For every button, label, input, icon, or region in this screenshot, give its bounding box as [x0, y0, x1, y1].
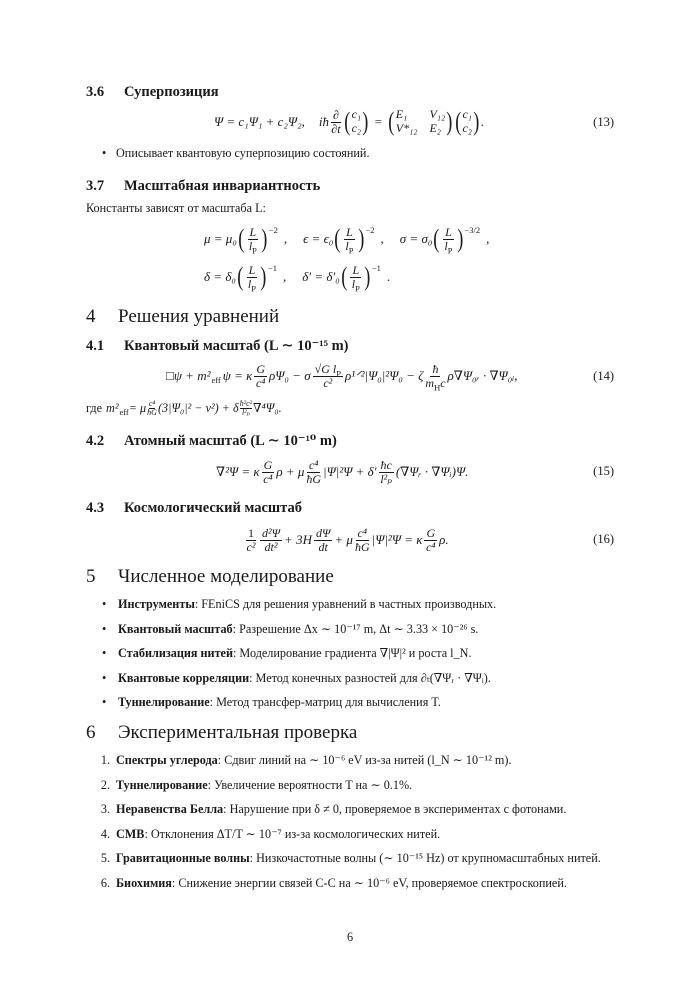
- frac-den-sub: H: [434, 381, 441, 392]
- frac-num: L: [346, 224, 353, 239]
- frac-den: ħG: [147, 407, 157, 417]
- bullet-item: [102, 146, 370, 161]
- frac-num: c⁴: [308, 457, 319, 472]
- scaling-term: [302, 262, 391, 293]
- paren: ): [457, 224, 464, 253]
- scaling-term: [303, 224, 384, 255]
- frac-den: [444, 240, 452, 253]
- frac-num-sub: P: [336, 368, 341, 379]
- frac-num: L: [248, 262, 256, 277]
- den-l: l: [248, 238, 253, 253]
- where-clause: [86, 396, 282, 420]
- eq-term: (∇Ψᵣ · ∇Ψᵢ)Ψ.: [395, 464, 469, 479]
- equals-sign: =: [374, 114, 383, 129]
- subscript-block: [211, 368, 220, 385]
- term-lhs: μ = μ₀: [204, 231, 237, 246]
- fraction: [254, 363, 267, 389]
- vec-entry: c₂: [351, 121, 362, 135]
- paren: (: [455, 107, 462, 136]
- subsection-heading-4-2: [86, 432, 337, 450]
- section-number: 5: [86, 566, 96, 587]
- paren: ): [446, 107, 453, 136]
- paren: (: [238, 224, 245, 253]
- paren: ): [260, 262, 267, 291]
- frac-num-text: √G l: [314, 361, 337, 376]
- fraction: [262, 459, 275, 485]
- eq-term: + μ: [334, 532, 353, 547]
- frac-den-c: c: [440, 375, 446, 390]
- scaling-term: [399, 224, 490, 255]
- item-label: Квантовые корреляции: [118, 670, 250, 685]
- eq-term: ∇²Ψ = κ: [216, 464, 260, 479]
- scaling-term: [204, 262, 287, 293]
- paren: ): [358, 224, 365, 253]
- subsection-number: 4.2: [86, 433, 105, 449]
- section-heading-4: [86, 306, 279, 328]
- l-over-lp: [248, 224, 259, 255]
- separator: ,: [486, 231, 490, 246]
- item-text: : Сдвиг линий на ∼ 10⁻⁶ eV из-за нитей (l_N ∼ 10⁻¹² m).: [217, 753, 512, 767]
- matrix-entry: V₁₂: [429, 107, 446, 122]
- item-number: 2.: [100, 777, 110, 792]
- frac-num: L: [352, 262, 360, 277]
- separator: .: [386, 269, 391, 284]
- eq-term: ρ¹ᐟ²|Ψ₀|²Ψ₀ − ζ: [344, 368, 424, 383]
- partial-fraction: [331, 109, 341, 135]
- list-item: [102, 645, 472, 661]
- frac-num: L: [445, 224, 452, 239]
- subsection-number: 3.7: [86, 178, 105, 194]
- section-title: Численное моделирование: [118, 566, 334, 587]
- subscript-eff: eff: [119, 407, 129, 417]
- frac-den: ħG: [306, 471, 322, 486]
- frac-num: 1: [248, 525, 254, 540]
- frac-den: c²: [323, 375, 333, 390]
- scaling-row: [204, 262, 406, 293]
- hamiltonian-matrix: [396, 108, 445, 136]
- vec-entry: c₁: [462, 107, 472, 122]
- subsection-number: 4.1: [86, 338, 105, 354]
- item-text: : Метод конечных разностей для ∂ₜ(∇Ψᵣ · ∇Ψᵢ).: [249, 670, 491, 685]
- equation-number: (14): [593, 369, 614, 383]
- frac-den: c²: [246, 539, 256, 554]
- exponent: −1: [371, 262, 381, 273]
- section-number: 6: [86, 722, 96, 743]
- subsection-heading-4-1: [86, 337, 349, 355]
- item-number: 1.: [100, 753, 110, 767]
- den-sub: P: [251, 282, 256, 293]
- subsection-number: 4.3: [86, 500, 105, 516]
- frac-den: dt²: [264, 539, 278, 554]
- item-text: : Отклонения ΔT/T ∼ 10⁻⁷ из-за космологических нитей.: [144, 826, 441, 841]
- section-heading-6: [86, 722, 357, 744]
- paren: (: [334, 224, 341, 253]
- fraction: [246, 527, 256, 553]
- den-l: l: [444, 238, 448, 253]
- item-label: Квантовый масштаб: [118, 621, 233, 636]
- frac-den: [345, 240, 353, 253]
- eq-term: □ψ + m²: [166, 368, 211, 383]
- den-l: l: [247, 276, 252, 291]
- fraction: [260, 527, 282, 553]
- list-item: [102, 694, 441, 710]
- list-item: [102, 621, 478, 637]
- item-text: : Метод трансфер-матриц для вычисления T.: [209, 695, 441, 709]
- subscript-eff: eff: [211, 375, 221, 385]
- term-lhs: δ′ = δ′₀: [302, 269, 340, 284]
- matrix-entry: E₁: [395, 107, 408, 122]
- eq-term: ψ = κ: [222, 368, 253, 383]
- frac-num: ħc: [380, 457, 392, 472]
- bullet-icon: •: [102, 146, 107, 160]
- frac-den: [248, 278, 256, 291]
- where-term: ∇⁴Ψ₀.: [253, 400, 282, 415]
- bullet-icon: •: [102, 646, 107, 660]
- separator: ,: [283, 231, 288, 246]
- list-item: [94, 752, 512, 768]
- bullet-icon: •: [102, 597, 107, 611]
- bullet-icon: •: [102, 695, 107, 709]
- subsection-heading-4-3: [86, 500, 302, 517]
- scaling-row-1: [204, 221, 505, 257]
- paren: ): [261, 224, 268, 253]
- frac-num: dΨ: [315, 525, 331, 540]
- equation-13: [214, 104, 484, 140]
- scaling-row-2: [204, 259, 406, 295]
- equation-number: (15): [593, 464, 614, 478]
- l-over-lp: [344, 224, 355, 255]
- item-number: 4.: [100, 826, 110, 841]
- den-sub: P: [447, 244, 453, 255]
- small-fraction: [240, 400, 252, 416]
- fraction: [314, 527, 332, 553]
- punctuation: .: [480, 114, 484, 129]
- frac-num: G: [426, 525, 436, 540]
- frac-num: d²Ψ: [262, 525, 281, 540]
- exponent: −2: [365, 224, 375, 235]
- item-text: : Моделирование градиента ∇|Ψ|² и роста l_N.: [232, 646, 472, 660]
- matrix-entry: E₂: [429, 121, 441, 135]
- section-title: Экспериментальная проверка: [118, 722, 358, 743]
- item-number: 6.: [100, 875, 110, 890]
- paren: ): [364, 262, 371, 291]
- equation-number: (16): [593, 532, 614, 546]
- subsection-number: 3.6: [86, 84, 105, 100]
- fraction: [313, 363, 343, 389]
- paragraph: Константы зависят от масштаба L:: [86, 201, 266, 215]
- section-number: 4: [86, 306, 96, 327]
- list-item: [102, 670, 491, 686]
- term-lhs: ϵ = ϵ₀: [303, 231, 334, 246]
- frac-den: [425, 377, 445, 390]
- term-lhs: σ = σ₀: [399, 231, 433, 246]
- paren: (: [341, 262, 348, 291]
- item-label: Спектры углерода: [116, 753, 218, 767]
- eq-term: + 3H: [284, 532, 312, 547]
- l-over-lp: [247, 262, 258, 293]
- subsection-title: Суперпозиция: [124, 84, 219, 100]
- subsection-title: Атомный масштаб (L ∼ 10⁻¹⁰ m): [124, 433, 337, 449]
- frac-num: [313, 363, 343, 377]
- eq-term: ρ.: [439, 532, 449, 547]
- small-fraction: [147, 400, 157, 416]
- item-text: : Снижение энергии связей C-C на ∼ 10⁻⁶ eV, проверяемое спектроскопией.: [171, 875, 567, 890]
- exponent: −2: [268, 224, 278, 235]
- frac-den: ħG: [354, 539, 370, 554]
- page-number: 6: [346, 930, 354, 944]
- frac-den: c⁴: [255, 375, 266, 390]
- equation-15: [216, 453, 468, 491]
- bullet-icon: •: [102, 670, 107, 685]
- item-text: : Увеличение вероятности T на ∼ 0.1%.: [207, 777, 413, 792]
- list-item: [94, 850, 601, 866]
- item-number: 3.: [100, 802, 110, 816]
- fraction: [379, 459, 394, 485]
- bullet-text: Описывает квантовую суперпозицию состояний.: [116, 146, 370, 160]
- frac-num: L: [249, 224, 257, 239]
- frac-den: [352, 278, 360, 291]
- frac-den-text: m: [425, 375, 435, 390]
- den-l: l: [345, 238, 349, 253]
- frac-den: l²ₚ: [380, 471, 393, 486]
- separator: ,: [380, 231, 384, 246]
- subsection-title: Масштабная инвариантность: [124, 178, 321, 194]
- list-item: [94, 826, 440, 842]
- list-item: [94, 801, 566, 817]
- frac-num: G: [256, 361, 266, 376]
- l-over-lp: [443, 224, 454, 255]
- den-sub: P: [355, 282, 360, 293]
- scaling-row: [204, 224, 505, 255]
- paren: ): [473, 107, 480, 136]
- list-item: [102, 596, 496, 612]
- item-text: : Низкочастотные волны (∼ 10⁻¹⁵ Hz) от крупномасштабных нитей.: [249, 851, 601, 865]
- exponent: −3/2: [464, 224, 481, 235]
- frac-num: ħ²c²: [239, 398, 253, 408]
- vector-c: [462, 108, 472, 136]
- paren: (: [433, 224, 440, 253]
- eq-term: iħ: [318, 114, 329, 129]
- item-text: : FEniCS для решения уравнений в частных производных.: [194, 597, 497, 611]
- subsection-title: Космологический масштаб: [124, 500, 302, 516]
- item-label: Туннелирование: [118, 695, 210, 709]
- frac-num: c⁴: [357, 525, 368, 540]
- fraction: [306, 459, 321, 485]
- item-number: 5.: [100, 851, 110, 865]
- matrix-entry: V*₁₂: [395, 121, 418, 135]
- paren: (: [237, 262, 244, 291]
- equation-number: (13): [593, 115, 614, 129]
- where-label: где: [86, 400, 103, 415]
- den-l: l: [351, 276, 356, 291]
- eq-term: ρ∇Ψ₀ᵣ · ∇Ψ₀ᵢ,: [447, 368, 518, 383]
- fraction: [355, 527, 370, 553]
- frac-den: dt: [318, 539, 328, 554]
- subsection-title: Квантовый масштаб (L ∼ 10⁻¹⁵ m): [124, 338, 349, 354]
- section-heading-5: [86, 566, 334, 588]
- where-term: (3|Ψ₀|² − v²) + δ: [157, 400, 239, 415]
- frac-num: c⁴: [148, 398, 156, 408]
- item-label: Гравитационные волны: [116, 851, 250, 865]
- eq-term: |Ψ|²Ψ + δ′: [323, 464, 377, 479]
- frac-den: c⁴: [426, 539, 436, 554]
- eq-term: Ψ = c₁Ψ₁ + c₂Ψ₂,: [214, 114, 305, 129]
- den-sub: P: [348, 244, 354, 255]
- scaling-term: [204, 224, 288, 255]
- frac-den: l²ₚ: [241, 407, 250, 417]
- equation-16: [244, 521, 449, 559]
- eq-term: ρΨ₀ − σ: [269, 368, 311, 383]
- frac-den: ∂t: [331, 121, 341, 136]
- frac-den: c⁴: [263, 471, 273, 486]
- subsection-heading-3-7: [86, 178, 320, 195]
- frac-num: G: [263, 457, 273, 472]
- separator: ,: [282, 269, 287, 284]
- exponent: −1: [267, 262, 277, 273]
- paren: ): [362, 107, 369, 136]
- eq-term: ρ + μ: [276, 464, 305, 479]
- subsection-heading-3-6: [86, 84, 219, 101]
- item-label: Туннелирование: [116, 777, 208, 792]
- frac-num: ∂: [332, 107, 339, 122]
- item-label: Биохимия: [116, 875, 172, 890]
- paren: (: [388, 107, 395, 136]
- subscript-block: [119, 400, 128, 417]
- section-title: Решения уравнений: [118, 306, 280, 327]
- item-label: Неравенства Белла: [116, 802, 224, 816]
- vec-entry: c₁: [351, 107, 362, 122]
- equation-14: [166, 358, 518, 394]
- paren: (: [344, 107, 351, 136]
- vector-c: [352, 108, 362, 136]
- item-label: CMB: [116, 826, 145, 841]
- item-text: : Нарушение при δ ≠ 0, проверяемое в экспериментах с фотонами.: [223, 802, 567, 816]
- den-sub: P: [252, 244, 257, 255]
- frac-den: [249, 240, 257, 253]
- item-text: : Разрешение Δx ∼ 10⁻¹⁷ m, Δt ∼ 3.33 × 10⁻²⁶ s.: [232, 621, 479, 636]
- vec-entry: c₂: [462, 121, 472, 135]
- term-lhs: δ = δ₀: [204, 269, 236, 284]
- fraction: [424, 527, 437, 553]
- list-item: [94, 875, 567, 891]
- fraction: [425, 361, 446, 392]
- list-item: [94, 777, 412, 793]
- where-term: = μ: [128, 400, 147, 415]
- item-label: Инструменты: [118, 597, 195, 611]
- where-term: m²: [106, 400, 119, 415]
- bullet-icon: •: [102, 621, 107, 636]
- l-over-lp: [350, 262, 361, 293]
- item-label: Стабилизация нитей: [118, 646, 233, 660]
- frac-num: ħ: [432, 361, 439, 376]
- eq-term: |Ψ|²Ψ = κ: [371, 532, 423, 547]
